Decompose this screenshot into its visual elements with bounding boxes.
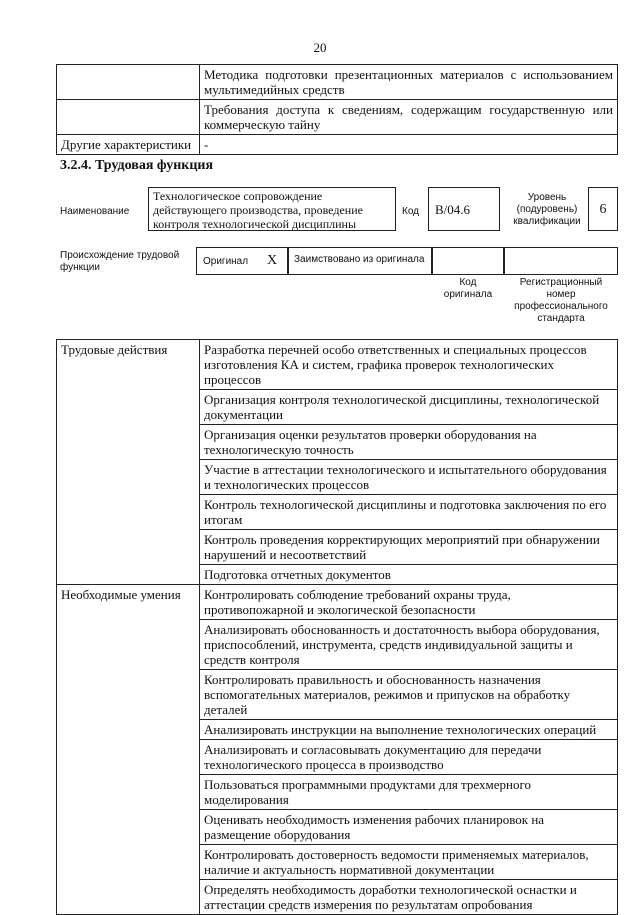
labor-actions-label: Трудовые действия (57, 340, 200, 585)
labor-action-item: Контроль проведения корректирующих мероприятий при обнаружении нарушений и несоответствий (200, 530, 618, 565)
required-skills-label: Необходимые умения (57, 585, 200, 915)
reg-number-label: Регистрационный номер профессионального стандарта (514, 277, 608, 324)
labor-action-item: Организация контроля технологической дисциплины, технологической документации (200, 390, 618, 425)
code-original-box (432, 247, 504, 275)
top-table-empty-cell (57, 65, 200, 100)
level-box (588, 187, 618, 231)
required-skill-item: Определять необходимость доработки технологической оснастки и аттестации средств измерения по результатам опробования (200, 880, 618, 915)
original-label: Оригинал (203, 256, 249, 267)
code-box (428, 187, 500, 231)
origin-label: Происхождение трудовой функции (60, 250, 180, 273)
other-characteristics-label: Другие характеристики (57, 135, 200, 155)
top-table-row: Методика подготовки презентационных материалов с использованием мультимедийных средств (200, 65, 618, 100)
code-original-label: Код оригинала (443, 277, 493, 300)
function-name-box (148, 187, 396, 231)
borrowed-label: Заимствовано из оригинала (294, 254, 425, 265)
page-number: 20 (313, 40, 327, 55)
original-mark: X (267, 253, 278, 268)
table-row (57, 585, 618, 620)
top-table-row: Требования доступа к сведениям, содержащим государственную или коммерческую тайну (200, 100, 618, 135)
level-label: Уровень (подуровень) квалификации (513, 192, 581, 227)
table-row (57, 340, 618, 390)
required-skill-item: Контролировать правильность и обоснованность назначения вспомогательных материалов, режимов и припусков на обработку деталей (200, 670, 618, 720)
labor-action-item: Разработка перечней особо ответственных и специальных процессов изготовления КА и систем, графика проверок технологических процессов (200, 340, 618, 390)
required-skill-item: Анализировать инструкции на выполнение технологических операций (200, 720, 618, 740)
reg-number-box (504, 247, 618, 275)
top-table (56, 64, 618, 155)
borrowed-box (288, 247, 432, 275)
required-skill-item: Контролировать достоверность ведомости применяемых материалов, наличие и актуальность нормативной документации (200, 845, 618, 880)
labor-action-item: Подготовка отчетных документов (200, 565, 618, 585)
code-label: Код (402, 206, 420, 217)
function-name: Технологическое сопровождение действующего производства, проведение контроля технологической дисциплины (153, 189, 363, 231)
functions-table (56, 339, 618, 915)
labor-action-item: Организация оценки результатов проверки оборудования на технологическую точность (200, 425, 618, 460)
required-skill-item: Анализировать обоснованность и достаточность выбора оборудования, приспособлений, инструмента, средств индивидуальной защиты и средств контроля (200, 620, 618, 670)
required-skill-item: Анализировать и согласовывать документацию для передачи технологического процесса в производство (200, 740, 618, 775)
labor-action-item: Участие в аттестации технологического и испытательного оборудования и технологических процессов (200, 460, 618, 495)
top-table-empty-cell (57, 100, 200, 135)
required-skill-item: Контролировать соблюдение требований охраны труда, противопожарной и экологической безопасности (200, 585, 618, 620)
original-box (196, 247, 288, 275)
other-characteristics-value: - (200, 135, 618, 155)
required-skill-item: Оценивать необходимость изменения рабочих планировок на размещение оборудования (200, 810, 618, 845)
labor-action-item: Контроль технологической дисциплины и подготовка заключения по его итогам (200, 495, 618, 530)
name-label: Наименование (60, 206, 130, 217)
code-value: В/04.6 (435, 202, 471, 217)
required-skill-item: Пользоваться программными продуктами для трехмерного моделирования (200, 775, 618, 810)
level-value: 6 (599, 202, 607, 217)
section-title: 3.2.4. Трудовая функция (60, 158, 214, 173)
